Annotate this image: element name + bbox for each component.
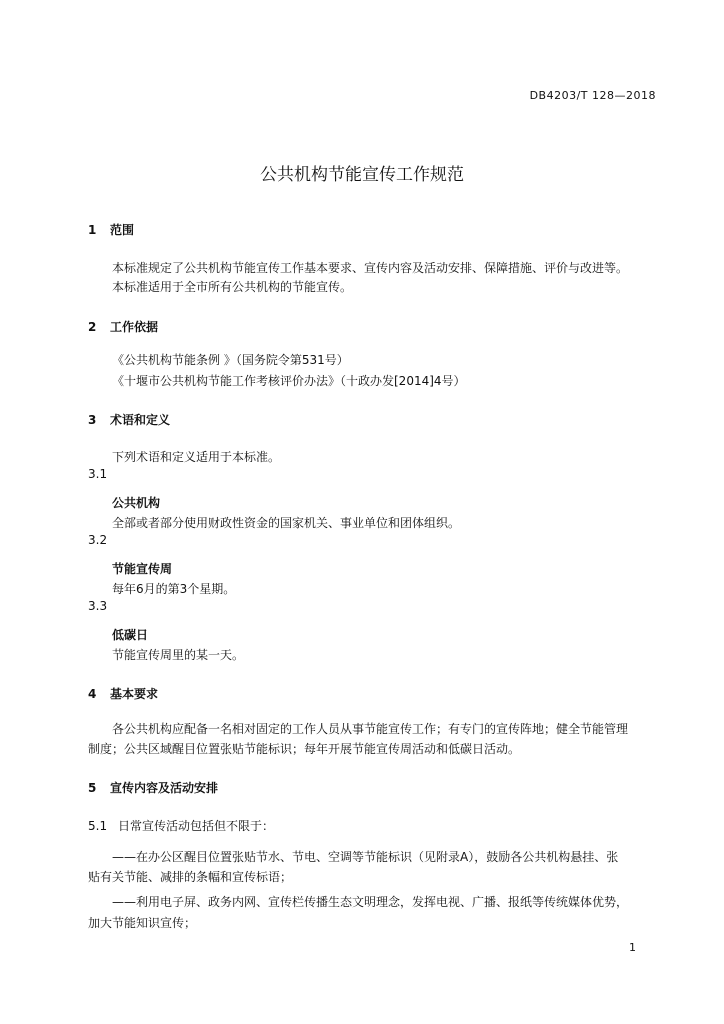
paragraph-line: 各公共机构应配备一名相对固定的工作人员从事节能宣传工作；有专门的宣传阵地；健全节能管理 [112, 722, 629, 736]
section-title: 宣传内容及活动安排 [110, 781, 219, 795]
reference-line: 《公共机构节能条例 》（国务院令第531号） [112, 353, 349, 367]
subsection-text: 日常宣传活动包括但不限于： [118, 819, 275, 833]
section-1-heading [88, 221, 134, 238]
list-item-line: 贴有关节能、减排的条幅和宣传标语； [88, 870, 293, 884]
section-title: 范围 [110, 223, 135, 237]
list-item-line: 加大节能知识宣传； [88, 916, 197, 930]
section-number: 2 [88, 320, 97, 334]
section-number: 3 [88, 413, 97, 427]
section-number: 1 [88, 223, 97, 237]
subsection-number: 5.1 [88, 819, 108, 833]
section-4-heading [88, 685, 158, 702]
term-definition: 每年6月的第3个星期。 [112, 582, 236, 596]
term-definition: 节能宣传周里的某一天。 [112, 648, 245, 662]
paragraph-line: 制度；公共区域醒目位置张贴节能标识；每年开展节能宣传周活动和低碳日活动。 [88, 742, 521, 756]
section-number: 4 [88, 687, 97, 701]
standard-code: DB4203/T 128—2018 [529, 89, 656, 102]
subsection-5-1 [88, 817, 274, 834]
reference-line: 《十堰市公共机构节能工作考核评价办法》（十政办发[2014]4号） [112, 374, 466, 388]
section-number: 5 [88, 781, 97, 795]
paragraph-line: 本标准规定了公共机构节能宣传工作基本要求、宣传内容及活动安排、保障措施、评价与改进等。 [112, 261, 629, 275]
term-number: 3.3 [88, 599, 108, 613]
section-title: 工作依据 [110, 320, 159, 334]
section-2-heading [88, 318, 158, 335]
term-number: 3.2 [88, 533, 108, 547]
page-number: 1 [629, 941, 636, 954]
term-name: 公共机构 [112, 496, 161, 510]
section-5-heading [88, 779, 218, 796]
term-name: 节能宣传周 [112, 562, 173, 576]
section-intro: 下列术语和定义适用于本标准。 [112, 450, 281, 464]
term-number: 3.1 [88, 467, 108, 481]
document-title: 公共机构节能宣传工作规范 [260, 165, 464, 185]
list-item-line: ——利用电子屏、政务内网、宣传栏传播生态文明理念，发挥电视、广播、报纸等传统媒体优势， [112, 895, 629, 909]
term-name: 低碳日 [112, 628, 149, 642]
section-title: 基本要求 [110, 687, 159, 701]
term-definition: 全部或者部分使用财政性资金的国家机关、事业单位和团体组织。 [112, 516, 461, 530]
paragraph-line: 本标准适用于全市所有公共机构的节能宣传。 [112, 280, 353, 294]
section-title: 术语和定义 [110, 413, 171, 427]
section-3-heading [88, 411, 170, 428]
list-item-line: ——在办公区醒目位置张贴节水、节电、空调等节能标识（见附录A），鼓励各公共机构悬挂、张 [112, 850, 619, 864]
